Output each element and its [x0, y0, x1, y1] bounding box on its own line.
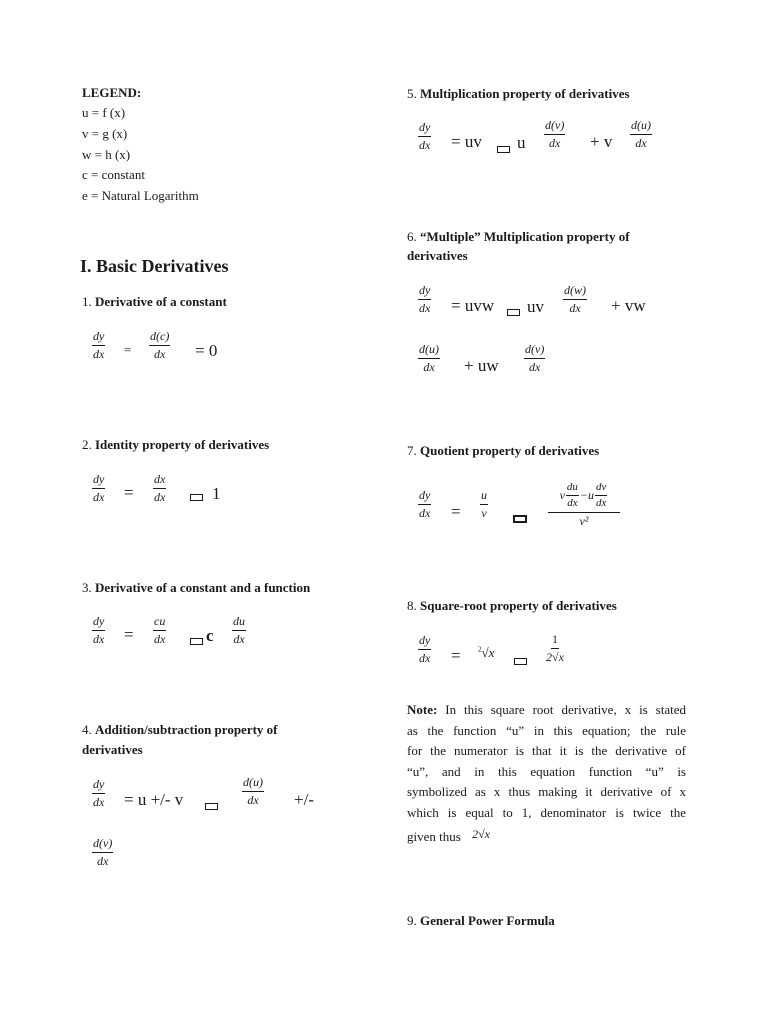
- equals-sign: =: [124, 483, 134, 502]
- expr-uv: = uv: [451, 132, 482, 151]
- item-heading-3: 3. Derivative of a constant and a function: [82, 580, 311, 595]
- expr-plus-vw: + vw: [611, 296, 646, 315]
- plus-minus: +/-: [294, 790, 314, 809]
- fraction-du-dx: $\frac{d(u)}{dx}$: [419, 342, 439, 374]
- item-heading-6-cont: derivatives: [407, 248, 468, 263]
- missing-glyph-box: [514, 658, 527, 665]
- item-heading-4-cont: derivatives: [82, 742, 143, 757]
- expr-uv: uv: [527, 297, 544, 316]
- result-one: 1: [212, 484, 221, 503]
- fraction-dy-dx: $\frac{dy}{dx}$: [93, 329, 105, 361]
- fraction-dy-dx: $\frac{dy}{dx}$: [93, 614, 105, 646]
- item-heading-9: 9. General Power Formula: [407, 913, 555, 928]
- expr-plus-uw: + uw: [464, 356, 499, 375]
- fraction-dy-dx: $\frac{dy}{dx}$: [419, 283, 431, 315]
- fraction-dy-dx: $\frac{dy}{dx}$: [419, 633, 431, 665]
- quotient-fraction: v $\frac{du}{dx}$ −u $\frac{dv}{dx}$ v²: [548, 478, 620, 524]
- missing-glyph-box: [190, 494, 203, 501]
- item-heading-5: 5. Multiplication property of derivatives: [407, 86, 630, 101]
- item-heading-7: 7. Quotient property of derivatives: [407, 443, 600, 458]
- sqrt-x: $^2$√x: [478, 645, 495, 660]
- item-heading-4: 4. Addition/subtraction property of: [82, 722, 278, 737]
- fraction-dv-dx: $\frac{d(v)}{dx}$: [545, 118, 565, 150]
- section-title: I. Basic Derivatives: [80, 256, 229, 276]
- fraction-dw-dx: $\frac{d(w)}{dx}$: [564, 283, 586, 315]
- fraction-du-dx: $\frac{d(u)}{dx}$: [631, 118, 651, 150]
- note-math: 2√x: [472, 827, 490, 841]
- fraction-dy-dx: $\frac{dy}{dx}$: [419, 120, 431, 152]
- fraction-dv-dx: $\frac{d(v)}{dx}$: [93, 836, 113, 868]
- expr-u-pm-v: = u +/- v: [124, 790, 184, 809]
- fraction-dy-dx: $\frac{dy}{dx}$: [419, 488, 431, 520]
- equals-sign: =: [124, 625, 134, 644]
- note-label: Note:: [407, 702, 438, 717]
- missing-glyph-box: [190, 638, 203, 645]
- fraction-cu-dx: $\frac{cu}{dx}$: [154, 614, 166, 646]
- fraction-dy-dx: $\frac{dy}{dx}$: [93, 472, 105, 504]
- note-paragraph: Note: In this square root derivative, x is stated as the function “u” in this equation; the rule for the numerator is that it is the derivative of “u”, and in this equation function “u” is symbolized as x thus making it derivative of x which is equal to 1, denominator is twice the given thus 2√x: [407, 702, 686, 844]
- legend-title: LEGEND:: [82, 85, 142, 100]
- item-heading-6: 6. “Multiple” Multiplication property of: [407, 229, 630, 244]
- equals-sign: =: [451, 646, 461, 665]
- constant-c: c: [206, 626, 214, 645]
- fraction-du-dx: $\frac{du}{dx}$: [233, 614, 245, 646]
- item-heading-1: 1. Derivative of a constant: [82, 294, 227, 309]
- fraction-dx-dx: $\frac{dx}{dx}$: [154, 472, 166, 504]
- expr-u: u: [517, 133, 526, 152]
- fraction-dc-dx: $\frac{d(c)}{dx}$: [150, 329, 170, 361]
- legend-item: c = constant: [82, 167, 145, 182]
- item-heading-2: 2. Identity property of derivatives: [82, 437, 270, 452]
- missing-glyph-box: [507, 309, 520, 316]
- item-heading-8: 8. Square-root property of derivatives: [407, 598, 617, 613]
- equals-sign: =: [451, 502, 461, 521]
- result-zero: = 0: [195, 341, 218, 360]
- missing-glyph-box: [497, 146, 510, 153]
- fraction-u-v: $\frac{u}{v}$: [481, 488, 487, 520]
- missing-glyph-box: [205, 803, 218, 810]
- fraction-dy-dx: $\frac{dy}{dx}$: [93, 777, 105, 809]
- expr-uvw: = uvw: [451, 296, 495, 315]
- missing-glyph-box: [513, 515, 527, 523]
- fraction-1-over-2sqrtx: $\frac{1}{2√x}$: [546, 632, 564, 664]
- legend-item: v = g (x): [82, 126, 128, 141]
- expr-plus-v: + v: [590, 132, 613, 151]
- legend-item: w = h (x): [82, 147, 131, 162]
- legend-item: e = Natural Logarithm: [82, 188, 199, 203]
- legend-item: u = f (x): [82, 105, 126, 120]
- equals-sign: =: [124, 342, 132, 357]
- fraction-du-dx: $\frac{d(u)}{dx}$: [243, 775, 263, 807]
- fraction-dv-dx: $\frac{d(v)}{dx}$: [525, 342, 545, 374]
